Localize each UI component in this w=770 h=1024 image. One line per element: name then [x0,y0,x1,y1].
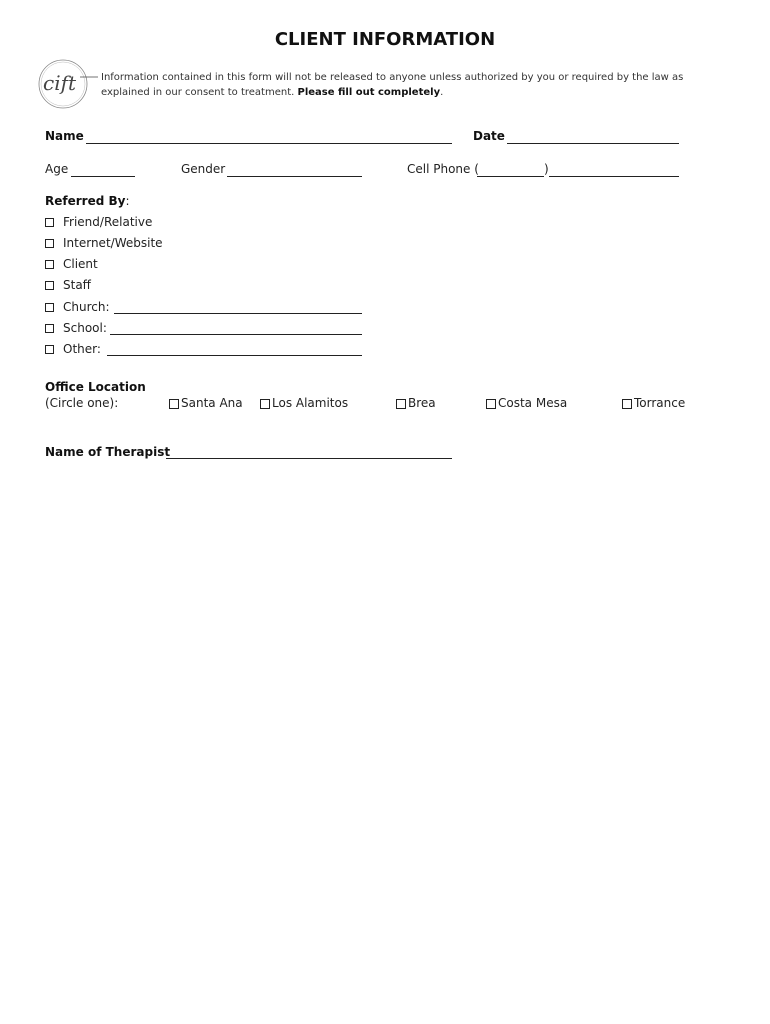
option-friend-relative: Friend/Relative [63,215,153,229]
intro-text: Information contained in this form will not be released to anyone unless authorized by you or required by the law as explained in our consent to treatment. [101,72,684,98]
checkbox-staff[interactable] [45,281,54,290]
checkbox-school[interactable] [45,324,54,333]
option-staff: Staff [63,278,91,292]
cell-phone-field[interactable] [549,176,679,177]
cift-logo [36,57,98,111]
age-label: Age [45,162,69,176]
intro-emphasis: Please fill out completely [297,87,441,98]
checkbox-internet-website[interactable] [45,239,54,248]
area-code-field[interactable] [477,176,544,177]
gender-label: Gender [181,162,226,176]
checkbox-brea[interactable] [396,399,406,409]
form-title: CLIENT INFORMATION [274,29,496,50]
other-field[interactable] [107,355,362,356]
office-costa-mesa: Costa Mesa [498,396,568,410]
referred-by-label: Referred By [45,194,126,208]
date-field[interactable] [507,143,679,144]
referred-by-colon: : [125,194,130,208]
checkbox-santa-ana[interactable] [169,399,179,409]
gender-field[interactable] [227,176,362,177]
cell-phone-label: Cell Phone ( [407,162,479,176]
option-client: Client [63,257,98,271]
cell-phone-paren: ) [544,162,549,176]
office-location-label: Office Location [45,380,146,394]
option-other: Other: [63,342,101,356]
checkbox-friend-relative[interactable] [45,218,54,227]
name-field[interactable] [86,143,452,144]
date-label: Date [473,129,505,143]
office-santa-ana: Santa Ana [181,396,243,410]
church-field[interactable] [114,313,362,314]
office-brea: Brea [408,396,436,410]
therapist-label: Name of Therapist [45,445,171,459]
option-school: School: [63,321,107,335]
school-field[interactable] [110,334,362,335]
office-torrance: Torrance [634,396,686,410]
intro-end: . [440,87,444,98]
age-field[interactable] [71,176,135,177]
option-internet-website: Internet/Website [63,236,163,250]
checkbox-costa-mesa[interactable] [486,399,496,409]
checkbox-other[interactable] [45,345,54,354]
circle-one-label: (Circle one): [45,396,119,410]
checkbox-torrance[interactable] [622,399,632,409]
checkbox-church[interactable] [45,303,54,312]
therapist-field[interactable] [166,458,452,459]
logo-text: cift [43,71,77,95]
name-label: Name [45,129,84,143]
option-church: Church: [63,300,110,314]
checkbox-client[interactable] [45,260,54,269]
office-los-alamitos: Los Alamitos [272,396,349,410]
referred-by-heading [45,194,130,208]
checkbox-los-alamitos[interactable] [260,399,270,409]
intro-paragraph [101,70,721,100]
